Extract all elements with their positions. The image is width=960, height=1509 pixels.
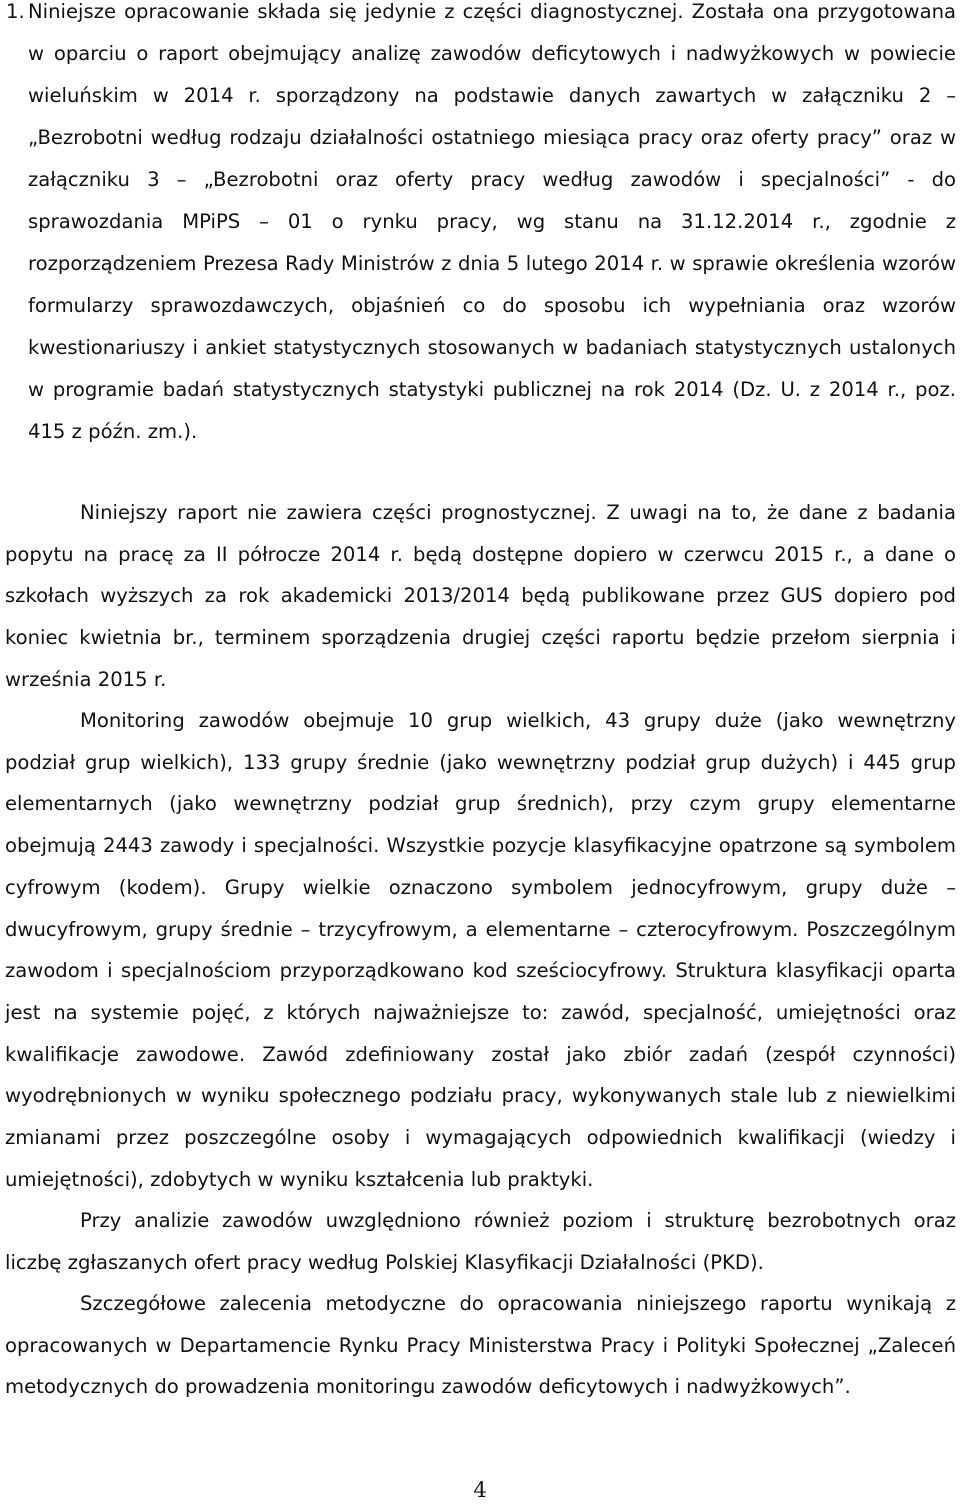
paragraph-methodology: Szczegółowe zalecenia metodyczne do opracowania niniejszego raportu wynikają z opracowanych w Departamencie Rynku Pracy Ministerstwa Pracy i Polityki Społecznej „Zaleceń metodycznych do prowadzenia monitoringu zawodów deficytowych i nadwyżkowych”. <box>5 1292 956 1399</box>
numbered-list-item <box>6 0 956 453</box>
page-number: 4 <box>473 1478 487 1502</box>
paragraph-monitoring-classification: Monitoring zawodów obejmuje 10 grup wielkich, 43 grupy duże (jako wewnętrzny podział grup wielkich), 133 grupy średnie (jako wewnętrzny podział grup dużych) i 445 grup elementarnych (jako wewnętrzny podział grup średnich), przy czym grupy elementarne obejmują 2443 zawody i specjalności. Wszystkie pozycje klasyfikacyjne opatrzone są symbolem cyfrowym (kodem). Grupy wielkie oznaczono symbolem jednocyfrowym, grupy duże – dwucyfrowym, grupy średnie – trzycyfrowym, a elementarne – czterocyfrowym. Poszczególnym zawodom i specjalnościom przyporządkowano kod sześciocyfrowy. Struktura klasyfikacji oparta jest na systemie pojęć, z których najważniejsze to: zawód, specjalność, umiejętności oraz kwalifikacje zawodowe. Zawód zdefiniowany został jako zbiór zadań (zespół czynności) wyodrębnionych w wyniku społecznego podziału pracy, wykonywanych stale lub z niewielkimi zmianami przez poszczególne osoby i wymagających odpowiednich kwalifikacji (wiedzy i umiejętności), zdobytych w wyniku kształcenia lub praktyki. <box>5 709 956 1191</box>
list-item-number: 1. <box>6 0 25 23</box>
list-item-text: Niniejsze opracowanie składa się jedynie z części diagnostycznej. Została ona przygotowana w oparciu o raport obejmujący analizę zawodów deficytowych i nadwyżkowych w powiecie wieluńskim w 2014 r. sporządzony na podstawie danych zawartych w załączniku 2 – „Bezrobotni według rodzaju działalności ostatniego miesiąca pracy oraz oferty pracy” oraz w załączniku 3 – „Bezrobotni oraz oferty pracy według zawodów i specjalności” - do sprawozdania MPiPS – 01 o rynku pracy, wg stanu na 31.12.2014 r., zgodnie z rozporządzeniem Prezesa Rady Ministrów z dnia 5 lutego 2014 r. w sprawie określenia wzorów formularzy sprawozdawczych, objaśnień co do sposobu ich wypełniania oraz wzorów kwestionariuszy i ankiet statystycznych stosowanych w badaniach statystycznych ustalonych w programie badań statystycznych statystyki publicznej na rok 2014 (Dz. U. z 2014 r., poz. 415 z późn. zm.). <box>28 0 956 443</box>
paragraph-prognostic-note: Niniejszy raport nie zawiera części prognostycznej. Z uwagi na to, że dane z badania popytu na pracę za II półrocze 2014 r. będą dostępne dopiero w czerwcu 2015 r., a dane o szkołach wyższych za rok akademicki 2013/2014 będą publikowane przez GUS dopiero pod koniec kwietnia br., terminem sporządzenia drugiej części raportu będzie przełom sierpnia i września 2015 r. <box>5 501 956 691</box>
paragraph-pkd-analysis: Przy analizie zawodów uwzględniono również poziom i strukturę bezrobotnych oraz liczbę zgłaszanych ofert pracy według Polskiej Klasyfikacji Działalności (PKD). <box>5 1209 956 1274</box>
